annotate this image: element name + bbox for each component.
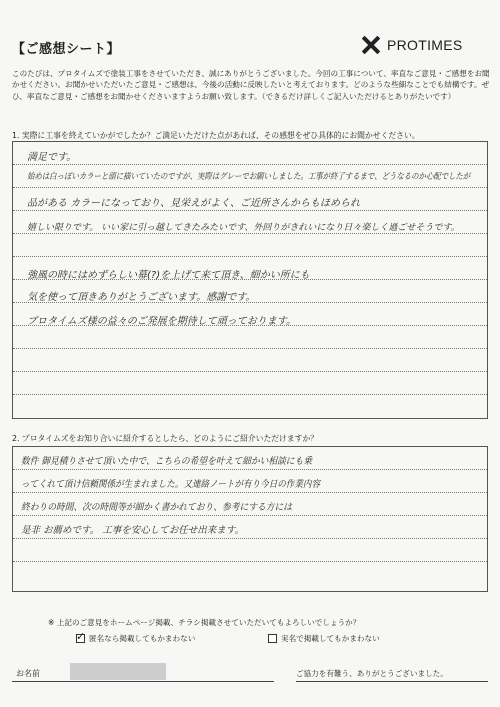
thanks-underline [296, 681, 488, 682]
answer-2-line: ってくれて頂け信頼関係が生まれました。又連絡ノートが有り今日の作業内容 [21, 479, 320, 490]
question-1-text: 1. 実際に工事を終えていかがでしたか？ご満足いただけた点があれば、その感想をぜひ具体的にお聞かせください。 [12, 131, 420, 140]
check-mark-icon: ✓ [76, 630, 86, 643]
consent-option-realname[interactable] [268, 633, 380, 644]
sheet-title: 【ご感想シート】 [12, 42, 121, 57]
answer-1-line: 気を使って頂きありがとうございます。感謝です。 [27, 292, 256, 303]
answer-2-line: 是非 お薦めです。 工事を安心してお任せ出来ます。 [21, 525, 245, 536]
answer-2-line: 終わりの時間、次の時間等が細かく書かれており、参考にする方には [21, 502, 292, 513]
name-underline [12, 681, 274, 682]
question-2-text: 2. プロタイムズをお知り合いに紹介するとしたら、どのようにご紹介いただけますか？ [12, 434, 319, 443]
brand-logo [360, 34, 463, 56]
answer-1-line: 品がある カラーになっており、見栄えがよく、ご近所さんからもほめられ [27, 198, 360, 209]
answer-2-line: 数件 御見積りさせて頂いた中で、こちらの希望を叶えて細かい相談にも乗 [21, 456, 313, 467]
name-redacted-field [70, 663, 166, 680]
answer-1-line: プロタイムズ様の益々のご発展を期待して頑っております。 [27, 316, 296, 327]
answer-2-box[interactable] [12, 446, 488, 592]
protimes-x-logo-icon [360, 34, 382, 56]
thanks-text: ご協力を有難う、ありがとうございました。 [296, 669, 448, 678]
anonymous-checkbox[interactable] [76, 630, 86, 643]
realname-option-label: 実名で掲載してもかまわない [281, 634, 380, 643]
answer-1-line: 強風の時にはめずらしい幕(?)を上げて来て頂き、細かい所にも [27, 270, 310, 281]
answer-1-box[interactable] [12, 141, 488, 419]
consent-option-anonymous[interactable] [76, 630, 196, 644]
answer-1-line: 満足です。 [27, 152, 77, 163]
realname-checkbox[interactable] [268, 634, 277, 643]
anonymous-option-label: 匿名なら掲載してもかまわない [89, 634, 196, 643]
intro-text: このたびは、プロタイムズで塗装工事をさせていただき、誠にありがとうございました。今回の工事について、率直なご意見・ご感想をお聞かせください。お聞かせいただいたご意見・ご感想は、今後の活動に反映したいと考えております。どのような些細なことでも結構です。ぜひ、率直なご意見・ご感想をお聞かせくださいますようお願い致します。（できるだけ詳しくご記入いただけるとありがたいです） [12, 69, 490, 101]
name-label: お名前 [16, 669, 40, 678]
answer-1-line: 始めは白っぽいカラーと頭に描いていたのですが、実際はグレーでお願いしました。工事が終了するまで、どうなるのか心配でしたが [27, 172, 471, 182]
brand-name: PROTIMES [387, 37, 463, 53]
answer-1-line: 嬉しい限りです。 いい家に引っ越してきたみたいです、外回りがきれいになり日々楽しく過ごせそうです。 [27, 223, 460, 233]
consent-question: ※ 上記のご意見をホームページ掲載、チラシ掲載させていただいてもよろしいでしょうか？ [48, 618, 361, 627]
